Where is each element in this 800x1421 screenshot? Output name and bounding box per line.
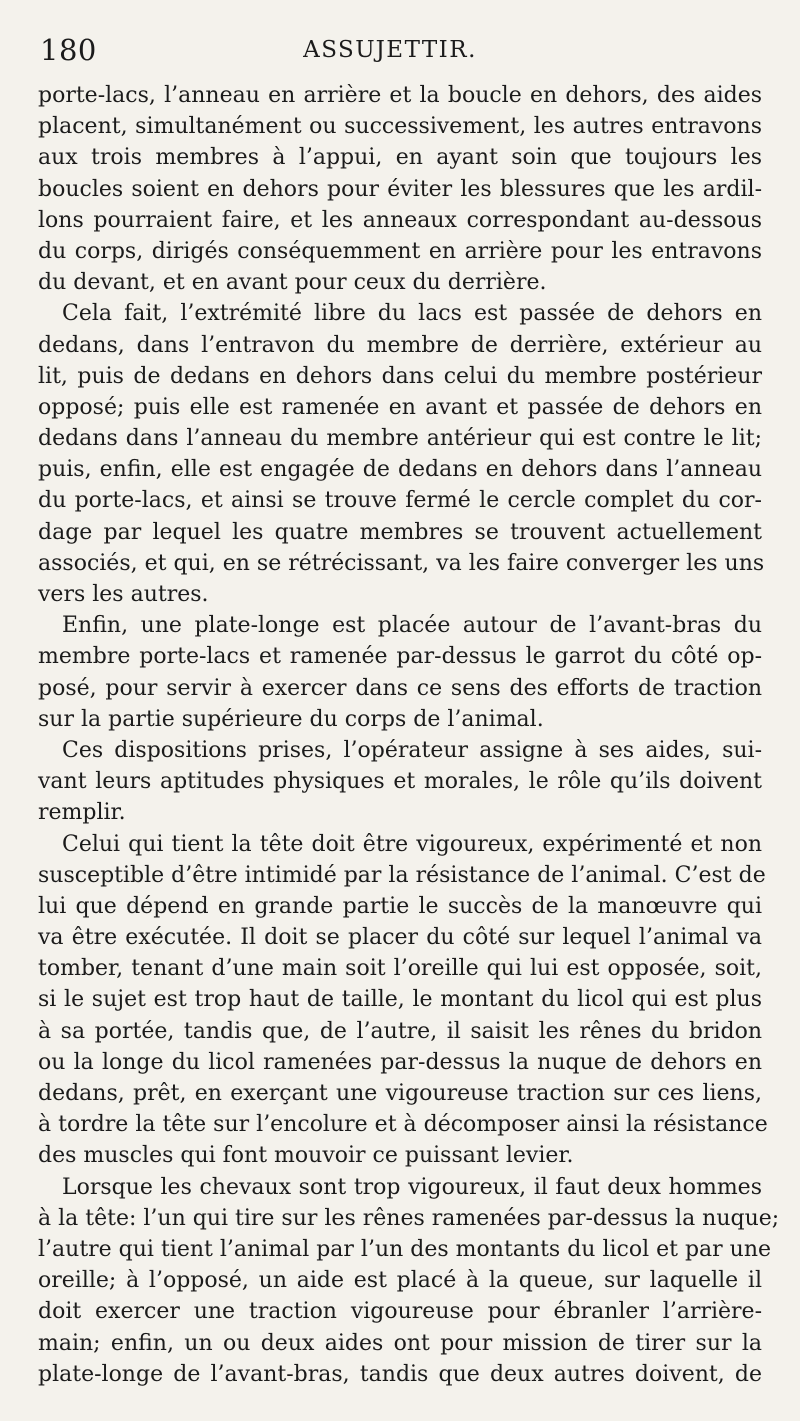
text-line: lit, puis de dedans en dehors dans celui du membre postérieur bbox=[38, 363, 762, 389]
text-line: main; enfin, un ou deux aides ont pour mission de tirer sur la bbox=[38, 1330, 762, 1356]
text-line: porte-lacs, l’anneau en arrière et la boucle en dehors, des aides bbox=[38, 83, 762, 108]
text-line: ou la longe du licol ramenées par-dessus la nuque de dehors en bbox=[38, 1049, 762, 1075]
text-line: remplir. bbox=[38, 800, 126, 826]
text-line: boucles soient en dehors pour éviter les blessures que les ardil- bbox=[38, 176, 762, 202]
paragraph bbox=[38, 298, 765, 610]
paragraph bbox=[38, 829, 768, 1172]
text-line: membre porte-lacs et ramenée par-dessus le garrot du côté op- bbox=[38, 644, 762, 670]
text-line: dedans dans l’anneau du membre antérieur qui est contre le lit; bbox=[38, 426, 762, 452]
text-line: Cela fait, l’extrémité libre du lacs est passée de dehors en bbox=[62, 301, 762, 327]
text-line: à tordre la tête sur l’encolure et à décomposer ainsi la résistance bbox=[38, 1112, 768, 1138]
text-line: plate-longe de l’avant-bras, tandis que deux autres doivent, de bbox=[38, 1361, 762, 1387]
text-line: susceptible d’être intimidé par la résistance de l’animal. C’est de bbox=[38, 862, 766, 888]
text-line: Ces dispositions prises, l’opérateur assigne à ses aides, sui- bbox=[62, 737, 762, 763]
text-line: du devant, et en avant pour ceux du derrière. bbox=[38, 270, 547, 296]
text-line: va être exécutée. Il doit se placer du côté sur lequel l’animal va bbox=[38, 925, 762, 951]
text-line: l’autre qui tient l’animal par l’un des montants du licol et par une bbox=[38, 1236, 772, 1262]
text-line: Enfin, une plate-longe est placée autour de l’avant-bras du bbox=[62, 613, 762, 639]
text-line: puis, enfin, elle est engagée de dedans en dehors dans l’anneau bbox=[38, 457, 762, 483]
text-line: dedans, dans l’entravon du membre de derrière, extérieur au bbox=[38, 332, 762, 358]
page-header bbox=[36, 32, 764, 68]
page-number: 180 bbox=[40, 33, 97, 67]
text-line: à sa portée, tandis que, de l’autre, il saisit les rênes du bridon bbox=[38, 1018, 762, 1044]
text-line: Lorsque les chevaux sont trop vigoureux, il faut deux hommes bbox=[62, 1174, 762, 1200]
text-line: lui que dépend en grande partie le succès de la manœuvre qui bbox=[38, 893, 762, 919]
text-line: si le sujet est trop haut de taille, le montant du licol qui est plus bbox=[38, 987, 762, 1013]
text-line: placent, simultanément ou successivement, les autres entravons bbox=[38, 114, 762, 140]
paragraph bbox=[38, 735, 762, 829]
paragraph bbox=[38, 610, 762, 735]
text-line: opposé; puis elle est ramenée en avant et passée de dehors en bbox=[38, 394, 762, 420]
text-line: lons pourraient faire, et les anneaux correspondant au-dessous bbox=[38, 207, 762, 233]
paragraph bbox=[38, 1172, 780, 1390]
body-text bbox=[38, 80, 780, 1390]
text-line: à la tête: l’un qui tire sur les rênes ramenées par-dessus la nuque; bbox=[38, 1205, 780, 1231]
text-line: du corps, dirigés conséquemment en arrière pour les entravons bbox=[38, 238, 762, 264]
paragraph bbox=[38, 80, 762, 298]
text-line: associés, et qui, en se rétrécissant, va les faire converger les uns bbox=[38, 550, 765, 576]
text-line: Celui qui tient la tête doit être vigoureux, expérimenté et non bbox=[62, 831, 762, 857]
text-line: vant leurs aptitudes physiques et morales, le rôle qu’ils doivent bbox=[38, 769, 762, 795]
text-line: posé, pour servir à exercer dans ce sens des efforts de traction bbox=[38, 675, 762, 701]
text-line: aux trois membres à l’appui, en ayant soin que toujours les bbox=[38, 145, 762, 171]
text-line: tomber, tenant d’une main soit l’oreille qui lui est opposée, soit, bbox=[38, 956, 762, 982]
text-line: vers les autres. bbox=[38, 582, 209, 607]
running-head: ASSUJETTIR. bbox=[303, 37, 477, 63]
text-line: sur la partie supérieure du corps de l’animal. bbox=[38, 706, 544, 732]
text-line: doit exercer une traction vigoureuse pour ébranler l’arrière- bbox=[38, 1299, 762, 1325]
text-line: des muscles qui font mouvoir ce puissant levier. bbox=[38, 1143, 574, 1169]
text-line: dage par lequel les quatre membres se trouvent actuellement bbox=[38, 519, 762, 545]
text-line: oreille; à l’opposé, un aide est placé à la queue, sur laquelle il bbox=[38, 1268, 762, 1294]
text-line: dedans, prêt, en exerçant une vigoureuse traction sur ces liens, bbox=[38, 1081, 762, 1106]
text-line: du porte-lacs, et ainsi se trouve fermé le cercle complet du cor- bbox=[38, 488, 762, 514]
